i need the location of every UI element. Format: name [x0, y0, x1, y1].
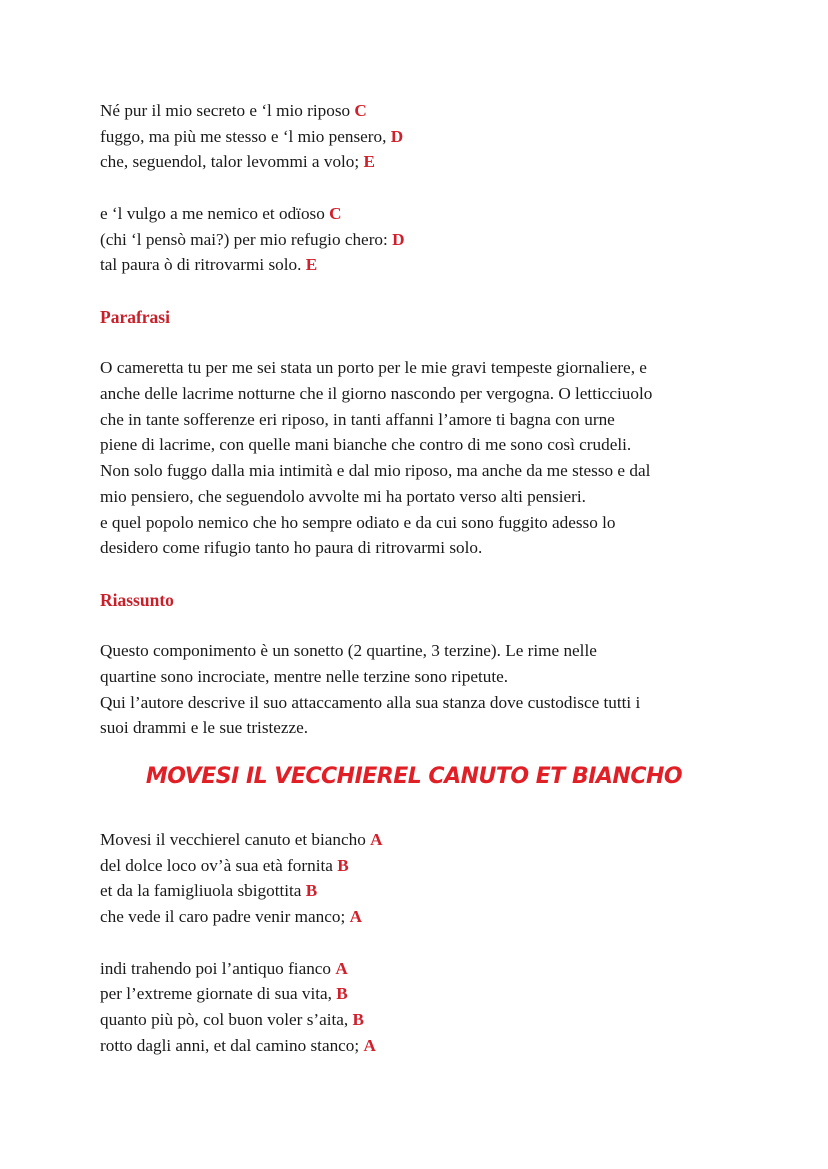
riassunto-heading: Riassunto	[100, 589, 174, 610]
verse-line: fuggo, ma più me stesso e ‘l mio pensero, D	[100, 126, 404, 146]
verse-line: et da la famigliuola sbigottita B	[100, 881, 318, 901]
rhyme-letter: A	[349, 907, 362, 927]
rhyme-letter: A	[335, 958, 348, 978]
parafrasi-heading: Parafrasi	[100, 306, 170, 327]
parafrasi-body	[100, 355, 740, 561]
rhyme-letter: B	[352, 1009, 364, 1029]
verse-line: Movesi il vecchierel canuto et biancho A	[100, 830, 383, 849]
rhyme-letter: E	[363, 152, 375, 172]
rhyme-letter: C	[354, 101, 367, 120]
paragraph-line: Questo componimento è un sonetto (2 quartine, 3 terzine). Le rime nelle	[100, 641, 597, 661]
verse-line: quanto più pò, col buon voler s’aita, B	[100, 1009, 364, 1029]
stanza-d	[100, 201, 740, 278]
paragraph-line: Non solo fuggo dalla mia intimità e dal mio riposo, ma anche da me stesso e dal	[100, 461, 651, 481]
quatrain-1	[100, 827, 740, 930]
rhyme-letter: E	[305, 255, 318, 275]
riassunto-body	[100, 638, 740, 741]
rhyme-letter: B	[305, 881, 318, 901]
verse-line: Né pur il mio secreto e ‘l mio riposo C	[100, 101, 367, 120]
verse-line: del dolce loco ov’à sua età fornita B	[100, 855, 349, 875]
verse-line: rotto dagli anni, et dal camino stanco; A	[100, 1035, 376, 1055]
verse-line: (chi ‘l pensò mai?) per mio refugio chero: D	[100, 229, 405, 249]
rhyme-letter: A	[370, 830, 383, 849]
poem-title: MOVESI IL VECCHIEREL CANUTO ET BIANCHO	[145, 764, 683, 789]
verse-line: indi trahendo poi l’antiquo fianco A	[100, 958, 348, 978]
paragraph-line: anche delle lacrime notturne che il giorno nascondo per vergogna. O letticciuolo	[100, 383, 653, 403]
paragraph-line: suoi drammi e le sue tristezze.	[100, 718, 309, 738]
paragraph-line: e quel popolo nemico che ho sempre odiato e da cui sono fuggito adesso lo	[100, 512, 616, 532]
rhyme-letter: B	[337, 855, 349, 875]
paragraph-line: Qui l’autore descrive il suo attaccamento alla sua stanza dove custodisce tutti i	[100, 692, 641, 712]
quatrain-2	[100, 956, 740, 1059]
paragraph-line: che in tante sofferenze eri riposo, in tanti affanni l’amore ti bagna con urne	[100, 409, 615, 429]
second-poem	[100, 827, 740, 1058]
rhyme-letter: A	[363, 1035, 376, 1055]
verse-line: per l’extreme giornate di sua vita, B	[100, 984, 348, 1004]
paragraph-line: mio pensiero, che seguendolo avvolte mi ha portato verso alti pensieri.	[100, 486, 586, 506]
paragraph-line: piene di lacrime, con quelle mani bianche che contro di me sono così crudeli.	[100, 435, 632, 455]
rhyme-letter: D	[390, 126, 404, 146]
document-page	[100, 98, 740, 767]
verse-line: e ‘l vulgo a me nemico et odïoso C	[100, 203, 342, 223]
paragraph-line: quartine sono incrociate, mentre nelle terzine sono ripetute.	[100, 666, 509, 686]
verse-line: tal paura ò di ritrovarmi solo. E	[100, 255, 318, 275]
rhyme-letter: B	[336, 984, 348, 1004]
paragraph-line: O cameretta tu per me sei stata un porto per le mie gravi tempeste giornaliere, e	[100, 358, 647, 378]
rhyme-letter: C	[329, 203, 342, 223]
paragraph-line: desidero come rifugio tanto ho paura di ritrovarmi solo.	[100, 538, 483, 558]
stanza-c	[100, 98, 740, 175]
rhyme-letter: D	[392, 229, 405, 249]
verse-line: che, seguendol, talor levommi a volo; E	[100, 152, 375, 172]
verse-line: che vede il caro padre venir manco; A	[100, 907, 362, 927]
